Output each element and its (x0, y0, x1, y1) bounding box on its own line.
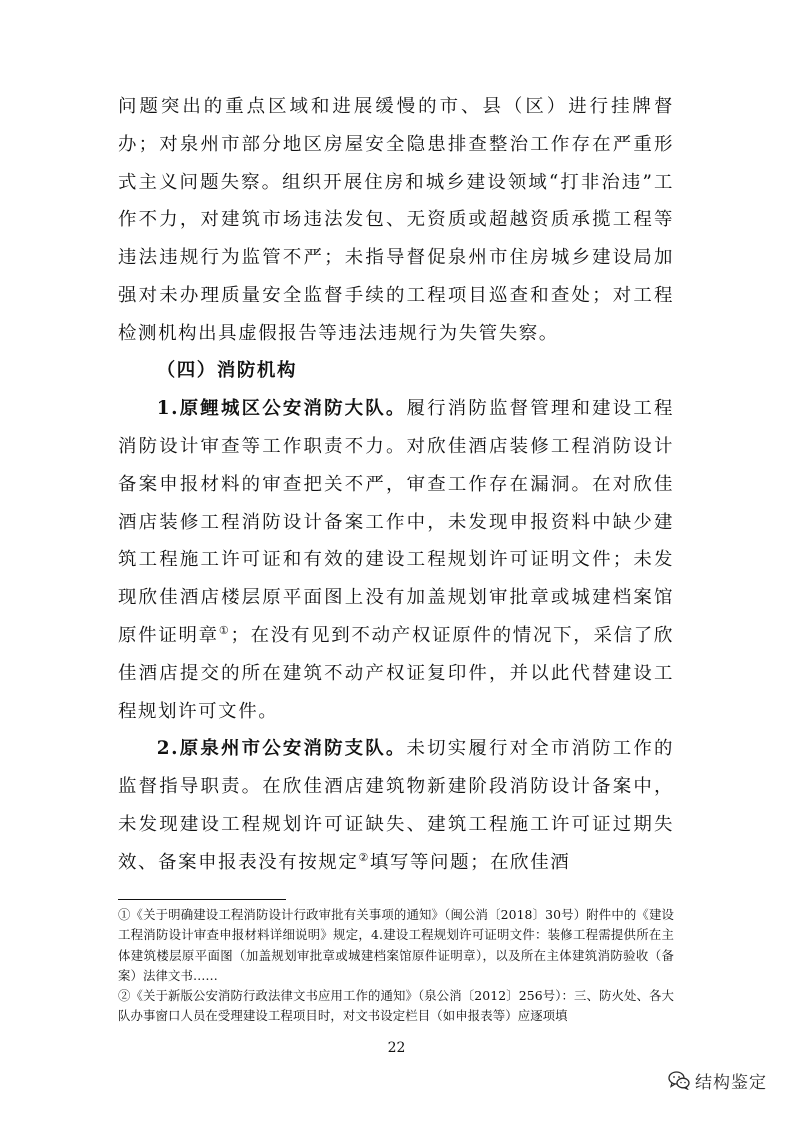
footnote-divider (118, 899, 286, 900)
watermark-text: 结构鉴定 (695, 1073, 767, 1093)
item-2-text-b: 填写等问题；在欣佳酒 (369, 851, 571, 873)
item-2-text-a: 未切实履行对全市消防工作的监督指导职责。在欣佳酒店建筑物新建阶段消防设计备案中，未发现建设工程规划许可证缺失、建筑工程施工许可证过期失效、备案申报表没有按规定 (118, 738, 674, 873)
footnotes (118, 905, 674, 1027)
item-1-lead: 1.原鲤城区公安消防大队。 (156, 398, 407, 420)
paragraph-continuation: 问题突出的重点区域和进展缓慢的市、县（区）进行挂牌督办；对泉州市部分地区房屋安全隐患排查整治工作存在严重形式主义问题失察。组织开展住房和城乡建设领域“打非治违”工作不力，对建筑市场违法发包、无资质或超越资质承揽工程等违法违规行为监管不严；未指导督促泉州市住房城乡建设局加强对未办理质量安全监督手续的工程项目巡查和查处；对工程检测机构出具虚假报告等违法违规行为失管失察。 (118, 96, 674, 344)
paragraph-item-1 (118, 390, 674, 730)
footnote-2: ②《关于新版公安消防行政法律文书应用工作的通知》（泉公消〔2012〕256号）：三、防火处、各大队办事窗口人员在受理建设工程项目时，对文书设定栏目（如申报表等）应逐项填 (118, 988, 674, 1024)
item-1-text-a: 履行消防监督管理和建设工程消防设计审查等工作职责不力。对欣佳酒店装修工程消防设计备案申报材料的审查把关不严，审查工作存在漏洞。在对欣佳酒店装修工程消防设计备案工作中，未发现申报资料中缺少建筑工程施工许可证和有效的建设工程规划许可证明文件；未发现欣佳酒店楼层原平面图上没有加盖规划审批章或城建档案馆原件证明章 (118, 398, 674, 646)
section-heading: （四）消防机构 (156, 360, 297, 382)
item-2-lead: 2.原泉州市公安消防支队。 (156, 738, 407, 760)
item-1-text-b: ；在没有见到不动产权证原件的情况下，采信了欣佳酒店提交的所在建筑不动产权证复印件，并以此代替建设工程规划许可文件。 (118, 624, 674, 722)
wechat-icon (668, 1071, 690, 1090)
paragraph-item-2 (118, 730, 674, 881)
watermark (668, 1068, 767, 1093)
footnote-ref-2: ② (358, 850, 370, 864)
page-number: 22 (387, 1040, 406, 1056)
footnote-1: ①《关于明确建设工程消防设计行政审批有关事项的通知》（闽公消〔2018〕30号）附件中的《建设工程消防设计审查申报材料详细说明》规定，4.建设工程规划许可证明文件：装修工程需提供所在主体建筑楼层原平面图（加盖规划审批章或城建档案馆原件证明章），以及所在主体建筑消防验收（备案）法律文书…… (118, 907, 674, 983)
footnote-ref-1: ① (218, 623, 231, 637)
body-text (118, 88, 674, 881)
